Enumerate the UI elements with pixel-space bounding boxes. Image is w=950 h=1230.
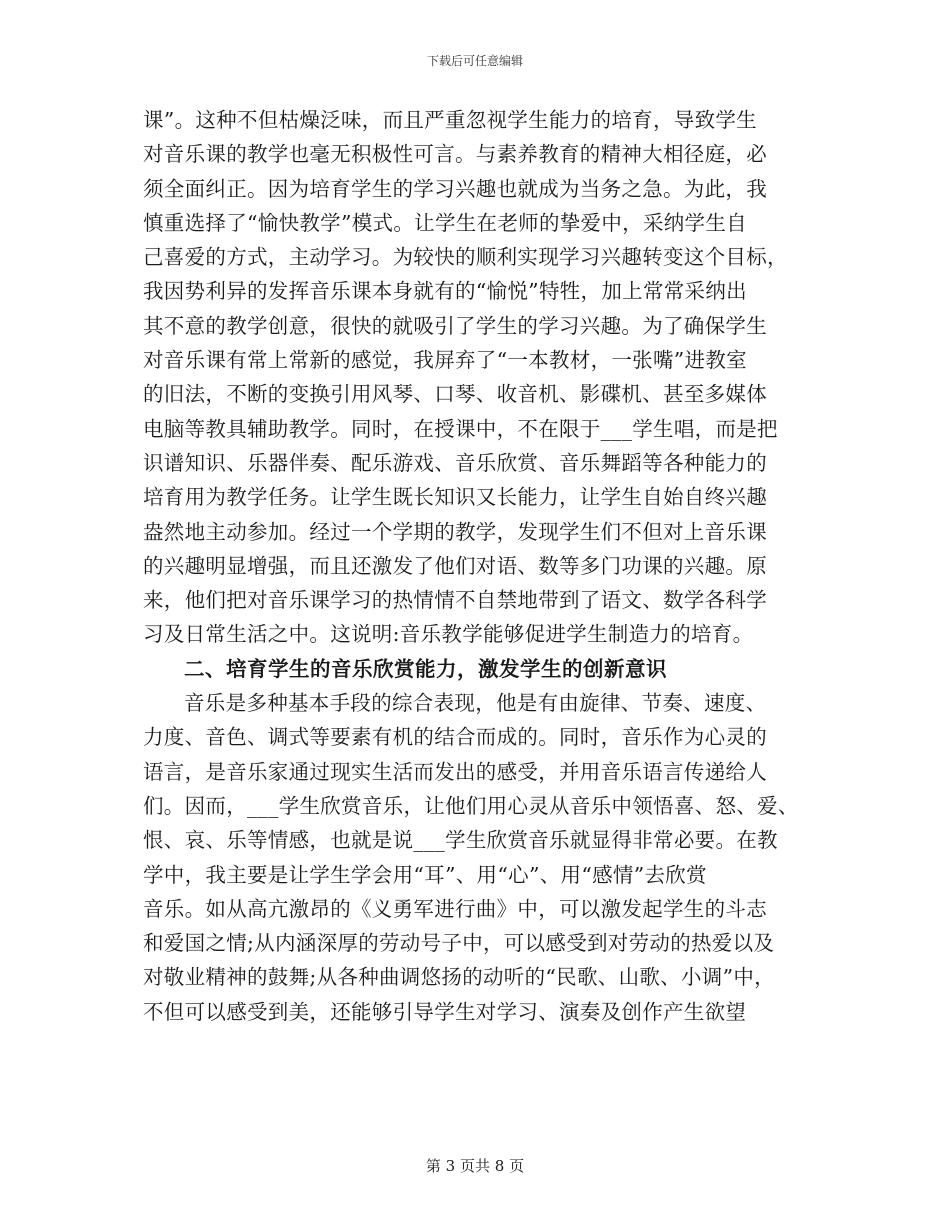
document-body: [143, 103, 813, 1029]
page-header: 下载后可任意编辑: [426, 54, 523, 68]
text-line: 音乐。如从高亢激昂的《义勇军进行曲》中，可以激发起学生的斗志: [143, 896, 767, 921]
text-line: 识谱知识、乐器伴奏、配乐游戏、音乐欣赏、音乐舞蹈等各种能力的: [143, 450, 767, 475]
text-line: 语言，是音乐家通过现实生活而发出的感受，并用音乐语言传递给人: [143, 759, 767, 784]
paragraph-first-line: 音乐是多种基本手段的综合表现，他是有由旋律、节奏、速度、: [184, 691, 767, 716]
text-line: 对音乐课有常上常新的感觉，我屏弃了“一本教材，一张嘴”进教室: [143, 348, 747, 373]
text-line: 的旧法，不断的变换引用风琴、口琴、收音机、影碟机、甚至多媒体: [143, 382, 767, 407]
text-line: 电脑等教具辅助教学。同时，在授课中，不在限于___学生唱，而是把: [143, 416, 778, 441]
section-heading: 二、培育学生的音乐欣赏能力，激发学生的创新意识: [184, 656, 667, 681]
text-line: 习及日常生活之中。这说明:音乐教学能够促进学生制造力的培育。: [143, 622, 754, 647]
text-line: 我因势利异的发挥音乐课本身就有的“愉悦”特牲，加上常常采纳出: [143, 279, 747, 304]
page-number: 第 3 页共 8 页: [425, 1157, 525, 1175]
text-line: 对敬业精神的鼓舞;从各种曲调悠扬的动听的“民歌、山歌、小调”中，: [143, 965, 775, 990]
text-line: 课”。这种不但枯燥泛味，而且严重忽视学生能力的培育，导致学生: [143, 108, 757, 132]
text-line: 慎重选择了“愉快教学”模式。让学生在老师的挚爱中，采纳学生自: [143, 210, 747, 235]
text-line: 来，他们把对音乐课学习的热情情不自禁地带到了语文、数学各科学: [143, 588, 767, 613]
text-line: 力度、音色、调式等要素有机的结合而成的。同时，音乐作为心灵的: [143, 725, 767, 750]
text-line: 须全面纠正。因为培育学生的学习兴趣也就成为当务之急。为此，我: [143, 176, 767, 201]
text-line: 和爱国之情;从内涵深厚的劳动号子中，可以感受到对劳动的热爱以及: [143, 931, 775, 956]
text-line: 己喜爱的方式，主动学习。为较快的顺利实现学习兴趣转变这个目标，: [143, 245, 788, 270]
text-line: 不但可以感受到美，还能够引导学生对学习、演奏及创作产生欲望: [143, 999, 747, 1024]
text-line: 盎然地主动参加。经过一个学期的教学，发现学生们不但对上音乐课: [143, 519, 767, 544]
text-line: 其不意的教学创意，很快的就吸引了学生的学习兴趣。为了确保学生: [143, 313, 767, 338]
text-line: 培育用为教学任务。让学生既长知识又长能力，让学生自始自终兴趣: [143, 485, 767, 510]
text-line: 对音乐课的教学也毫无积极性可言。与素养教育的精神大相径庭，必: [143, 142, 767, 167]
text-line: 恨、哀、乐等情感，也就是说___学生欣赏音乐就显得非常必要。在教: [143, 828, 778, 853]
text-line: 们。因而，___学生欣赏音乐，让他们用心灵从音乐中领悟喜、怒、爱、: [143, 793, 799, 818]
text-line: 学中，我主要是让学生学会用“耳”、用“心”、用“感情”去欣赏: [143, 862, 707, 887]
text-line: 的兴趣明显增强，而且还激发了他们对语、数等多门功课的兴趣。原: [143, 553, 767, 578]
